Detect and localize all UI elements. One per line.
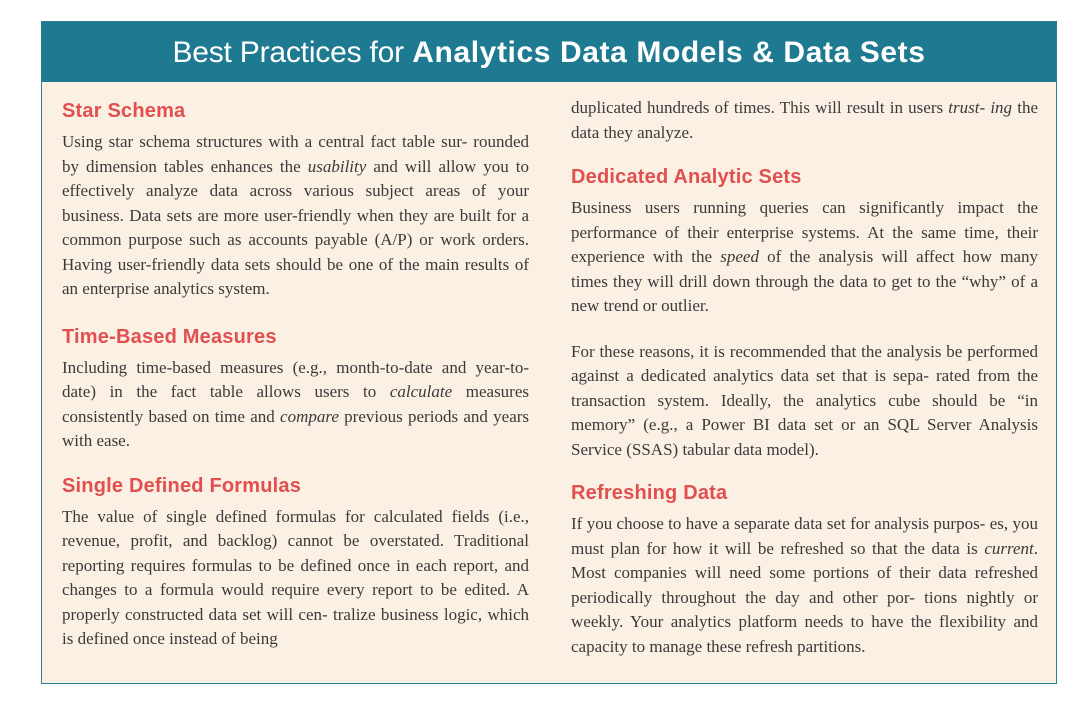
- time-based-heading: Time-Based Measures: [62, 325, 277, 348]
- refreshing-data-text: If you choose to have a separate data set for analysis purpos- es, you must plan for how it will be refreshed so that the data is current. Most companies will need some portions of their data refreshed periodically throughout the day and other por- tions nightly or weekly. Your analytics platform needs to have the flexibility and capacity to manage these refresh partitions.: [571, 514, 1039, 656]
- dedicated-sets-heading: Dedicated Analytic Sets: [571, 166, 802, 188]
- title-light: Best Practices for: [172, 36, 404, 69]
- left-column: [62, 82, 529, 652]
- star-schema-heading: Star Schema: [62, 100, 186, 122]
- title-bold: Analytics Data Models & Data Sets: [412, 36, 926, 69]
- sidebar-panel: [41, 21, 1057, 684]
- star-schema-text: Using star schema structures with a central fact table sur- rounded by dimension tables enhances the usability and will allow you to effectively analyze data across various subject areas of your business. Data sets are more user-friendly when they are built for a common purpose such as accounts payable (A/P) or work orders. Having user-friendly data sets should be one of the main results of an enterprise analytics system.: [62, 132, 530, 298]
- right-column: [571, 82, 1038, 659]
- refreshing-data-heading: Refreshing Data: [571, 482, 728, 504]
- single-formulas-text: The value of single defined formulas for calculated fields (i.e., revenue, profit, and backlog) cannot be overstated. Traditional reporting requires formulas to be defined once in each report, and changes to a formula would require every report to be edited. A properly constructed data set will cen- tralize business logic, which is defined once instead of being: [62, 506, 530, 648]
- time-based-text: Including time-based measures (e.g., month-to-date and year-to-date) in the fact table allows users to calculate measures consistently based on time and compare previous periods and years with ease.: [62, 357, 530, 450]
- dedicated-sets-text: Business users running queries can significantly impact the performance of their enterprise systems. At the same time, their experience with the speed of the analysis will affect how many times they will drill down through the data to get to the “why” of a new trend or outlier.: [571, 198, 1039, 315]
- single-formulas-heading: Single Defined Formulas: [62, 474, 302, 497]
- continuation-text: duplicated hundreds of times. This will result in users trust- ing the data they analyze.: [571, 98, 1038, 142]
- dedicated-sets-text-2: For these reasons, it is recommended that the analysis be performed against a dedicated analytics data set that is sepa- rated from the transaction system. Ideally, the analytics cube should be “in memory” (e.g., a Power BI data set or an SQL Server Analysis Service (SSAS) tabular data model).: [571, 341, 1039, 459]
- page-title: [42, 22, 1056, 82]
